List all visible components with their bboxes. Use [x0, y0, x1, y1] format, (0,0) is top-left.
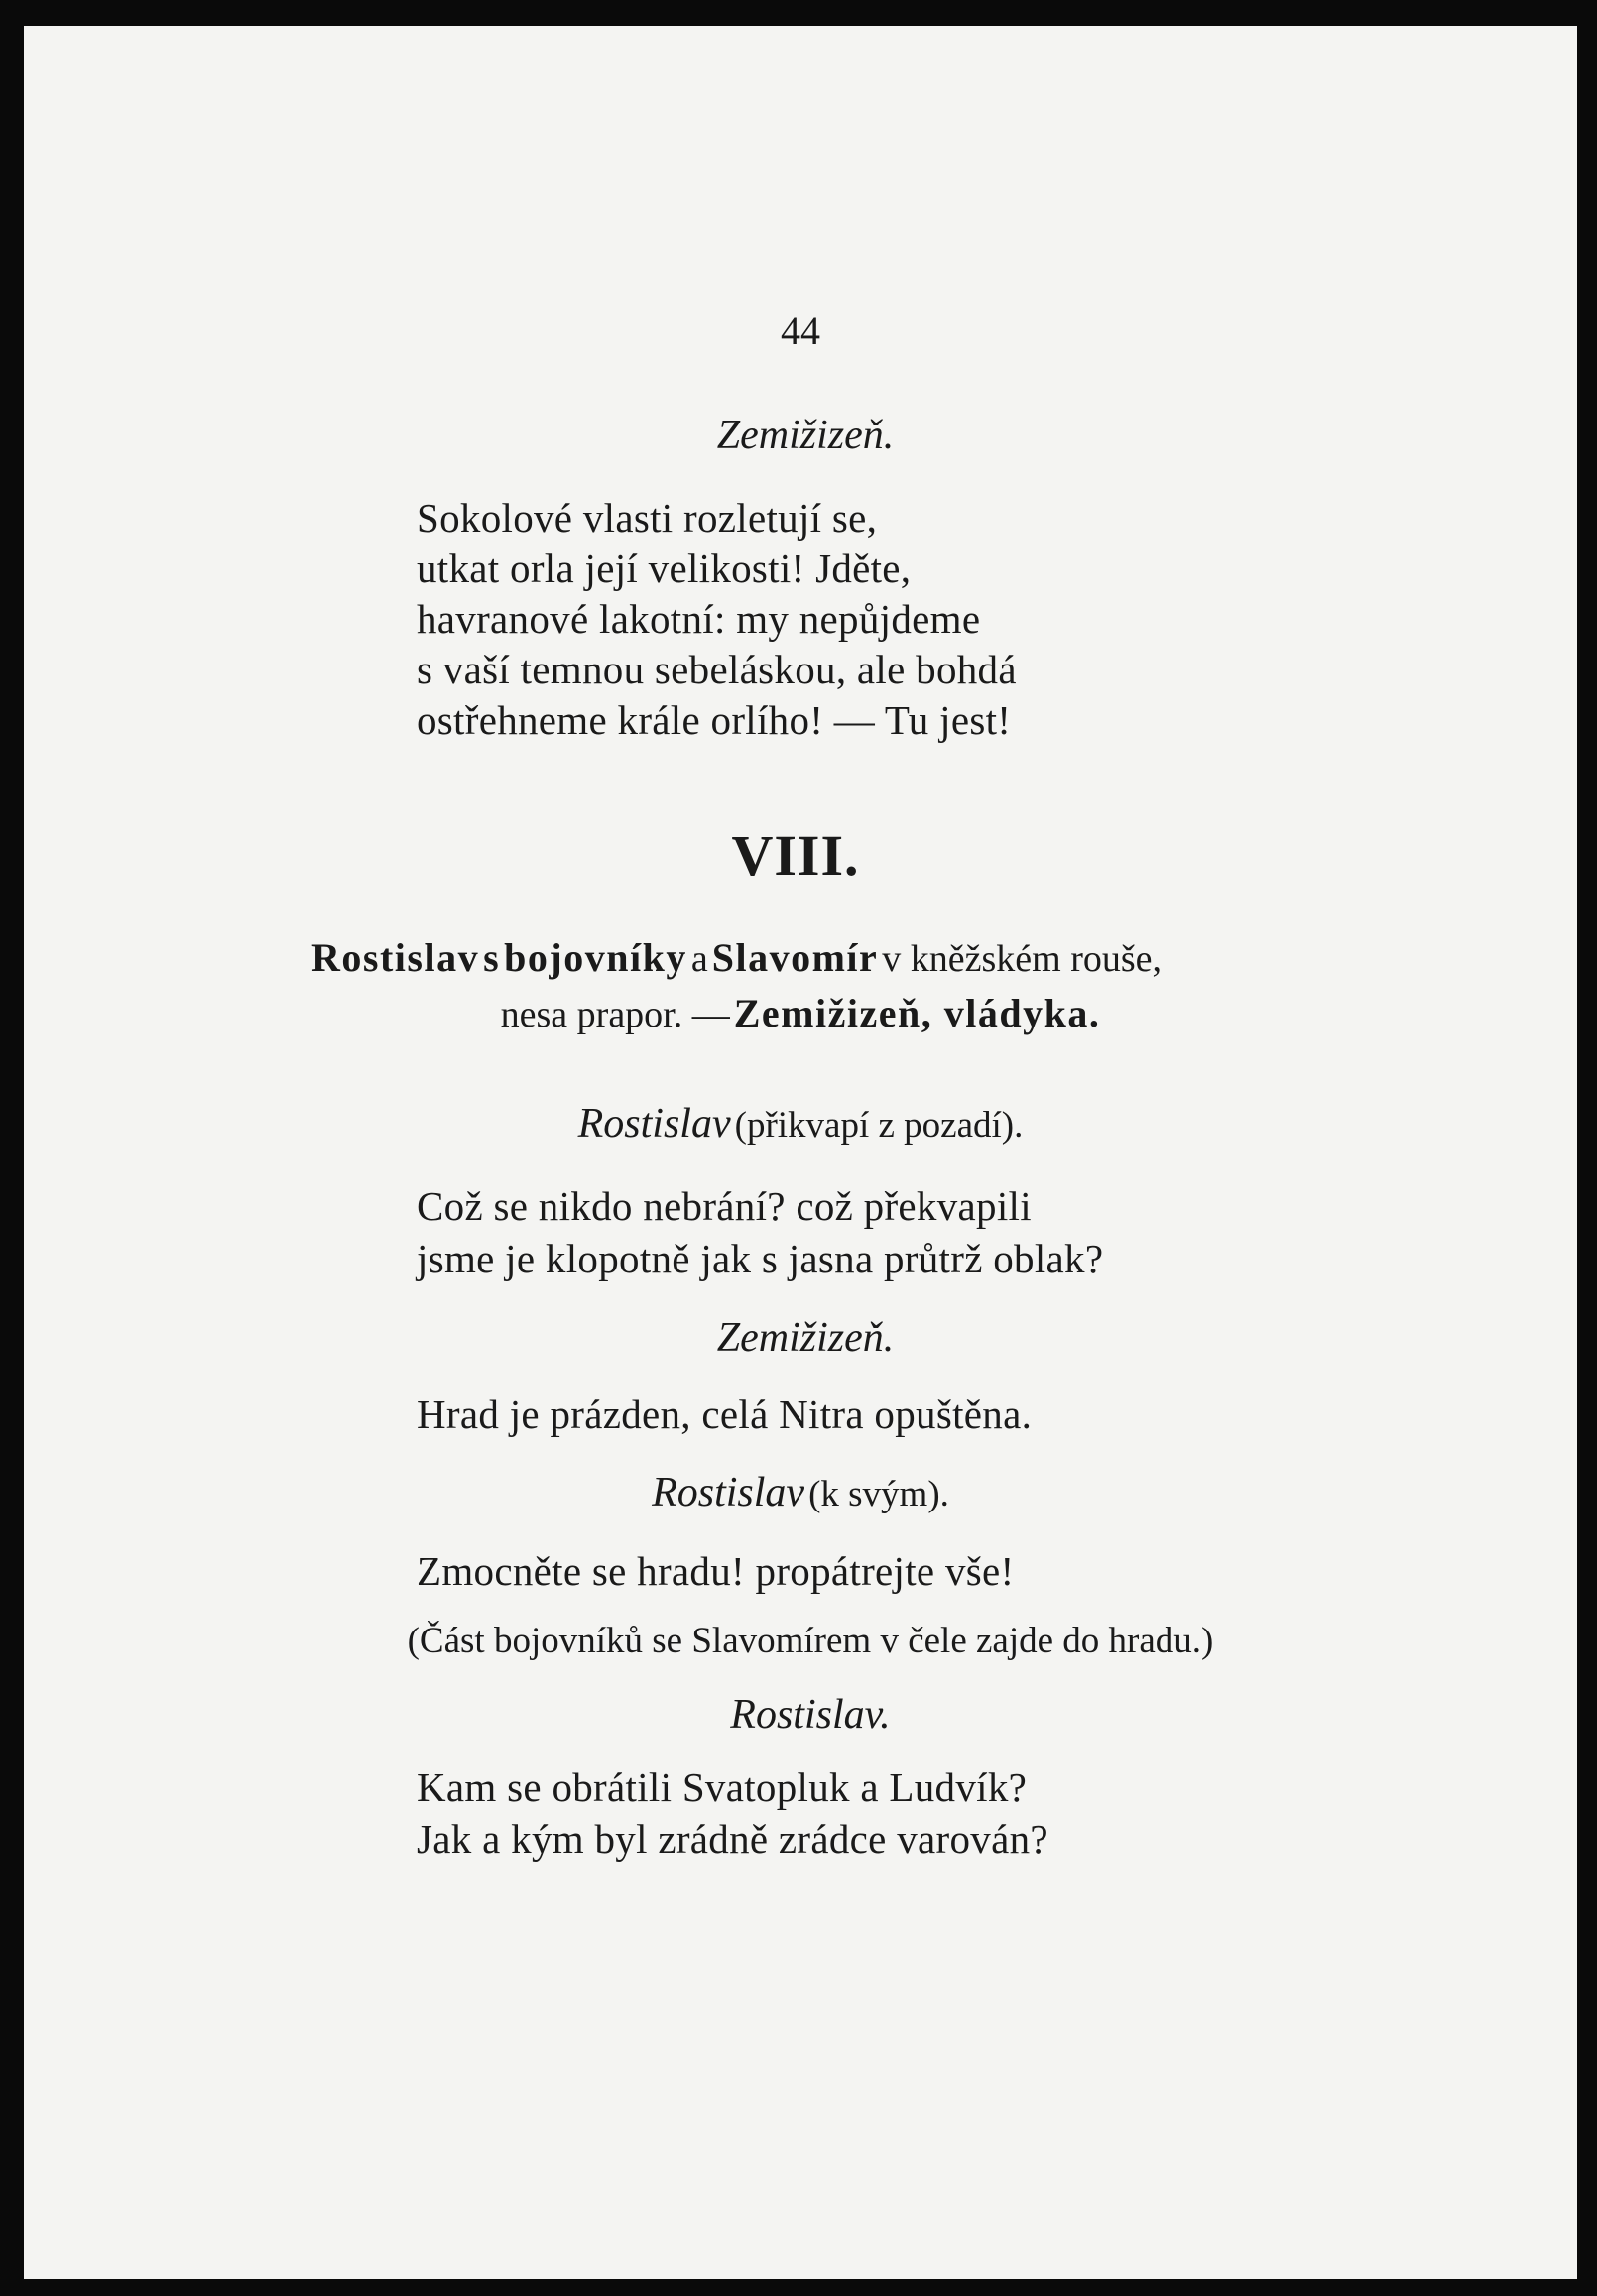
stage-direction-inline: (k svým).: [808, 1474, 949, 1514]
verse-line: ostřehneme krále orlího! — Tu jest!: [417, 697, 1012, 743]
cast-list-line: [24, 991, 1577, 1035]
speaker-name: Rostislav.: [730, 1692, 891, 1738]
cast-word: s: [483, 935, 501, 980]
verse-line: Jak a kým byl zrádně zrádce varován?: [417, 1816, 1048, 1862]
cast-description: v kněžském rouše,: [882, 938, 1163, 980]
verse-line: Zmocněte se hradu! propátrejte vše!: [417, 1548, 1015, 1594]
book-page: [24, 26, 1577, 2279]
cast-name: bojovníky: [504, 935, 687, 980]
cast-list-line: [311, 935, 1163, 980]
verse-line: havranové lakotní: my nepůjdeme: [417, 596, 981, 642]
page-number: 44: [781, 308, 820, 353]
cast-name: Slavomír: [711, 935, 879, 980]
cast-name: Zemižizeň, vládyka.: [733, 991, 1101, 1035]
speaker-line: [24, 1472, 1577, 1513]
stage-direction: (Část bojovníků se Slavomírem v čele zajde do hradu.): [407, 1621, 1214, 1661]
speaker-line: [24, 1103, 1577, 1145]
stage-direction-inline: (přikvapí z pozadí).: [734, 1105, 1024, 1146]
verse-line: Kam se obrátili Svatopluk a Ludvík?: [417, 1764, 1028, 1810]
speaker-name: Zemižizeň.: [716, 1315, 895, 1361]
act-heading: VIII.: [731, 823, 860, 888]
speaker-name: Rostislav: [652, 1470, 805, 1515]
verse-line: Což se nikdo nebrání? což překvapili: [417, 1183, 1032, 1229]
verse-line: utkat orla její velikosti! Jděte,: [417, 545, 912, 591]
verse-line: Hrad je prázden, celá Nitra opuštěna.: [417, 1391, 1033, 1437]
verse-line: jsme je klopotně jak s jasna průtrž oblak?: [417, 1236, 1104, 1281]
speaker-name: Zemižizeň.: [716, 413, 895, 458]
cast-name: Rostislav: [311, 935, 480, 980]
speaker-name: Rostislav: [577, 1101, 731, 1147]
cast-description: nesa prapor. —: [500, 994, 730, 1035]
cast-word: a: [690, 938, 708, 980]
verse-line: s vaší temnou sebeláskou, ale bohdá: [417, 647, 1017, 692]
verse-line: Sokolové vlasti rozletují se,: [417, 495, 878, 541]
